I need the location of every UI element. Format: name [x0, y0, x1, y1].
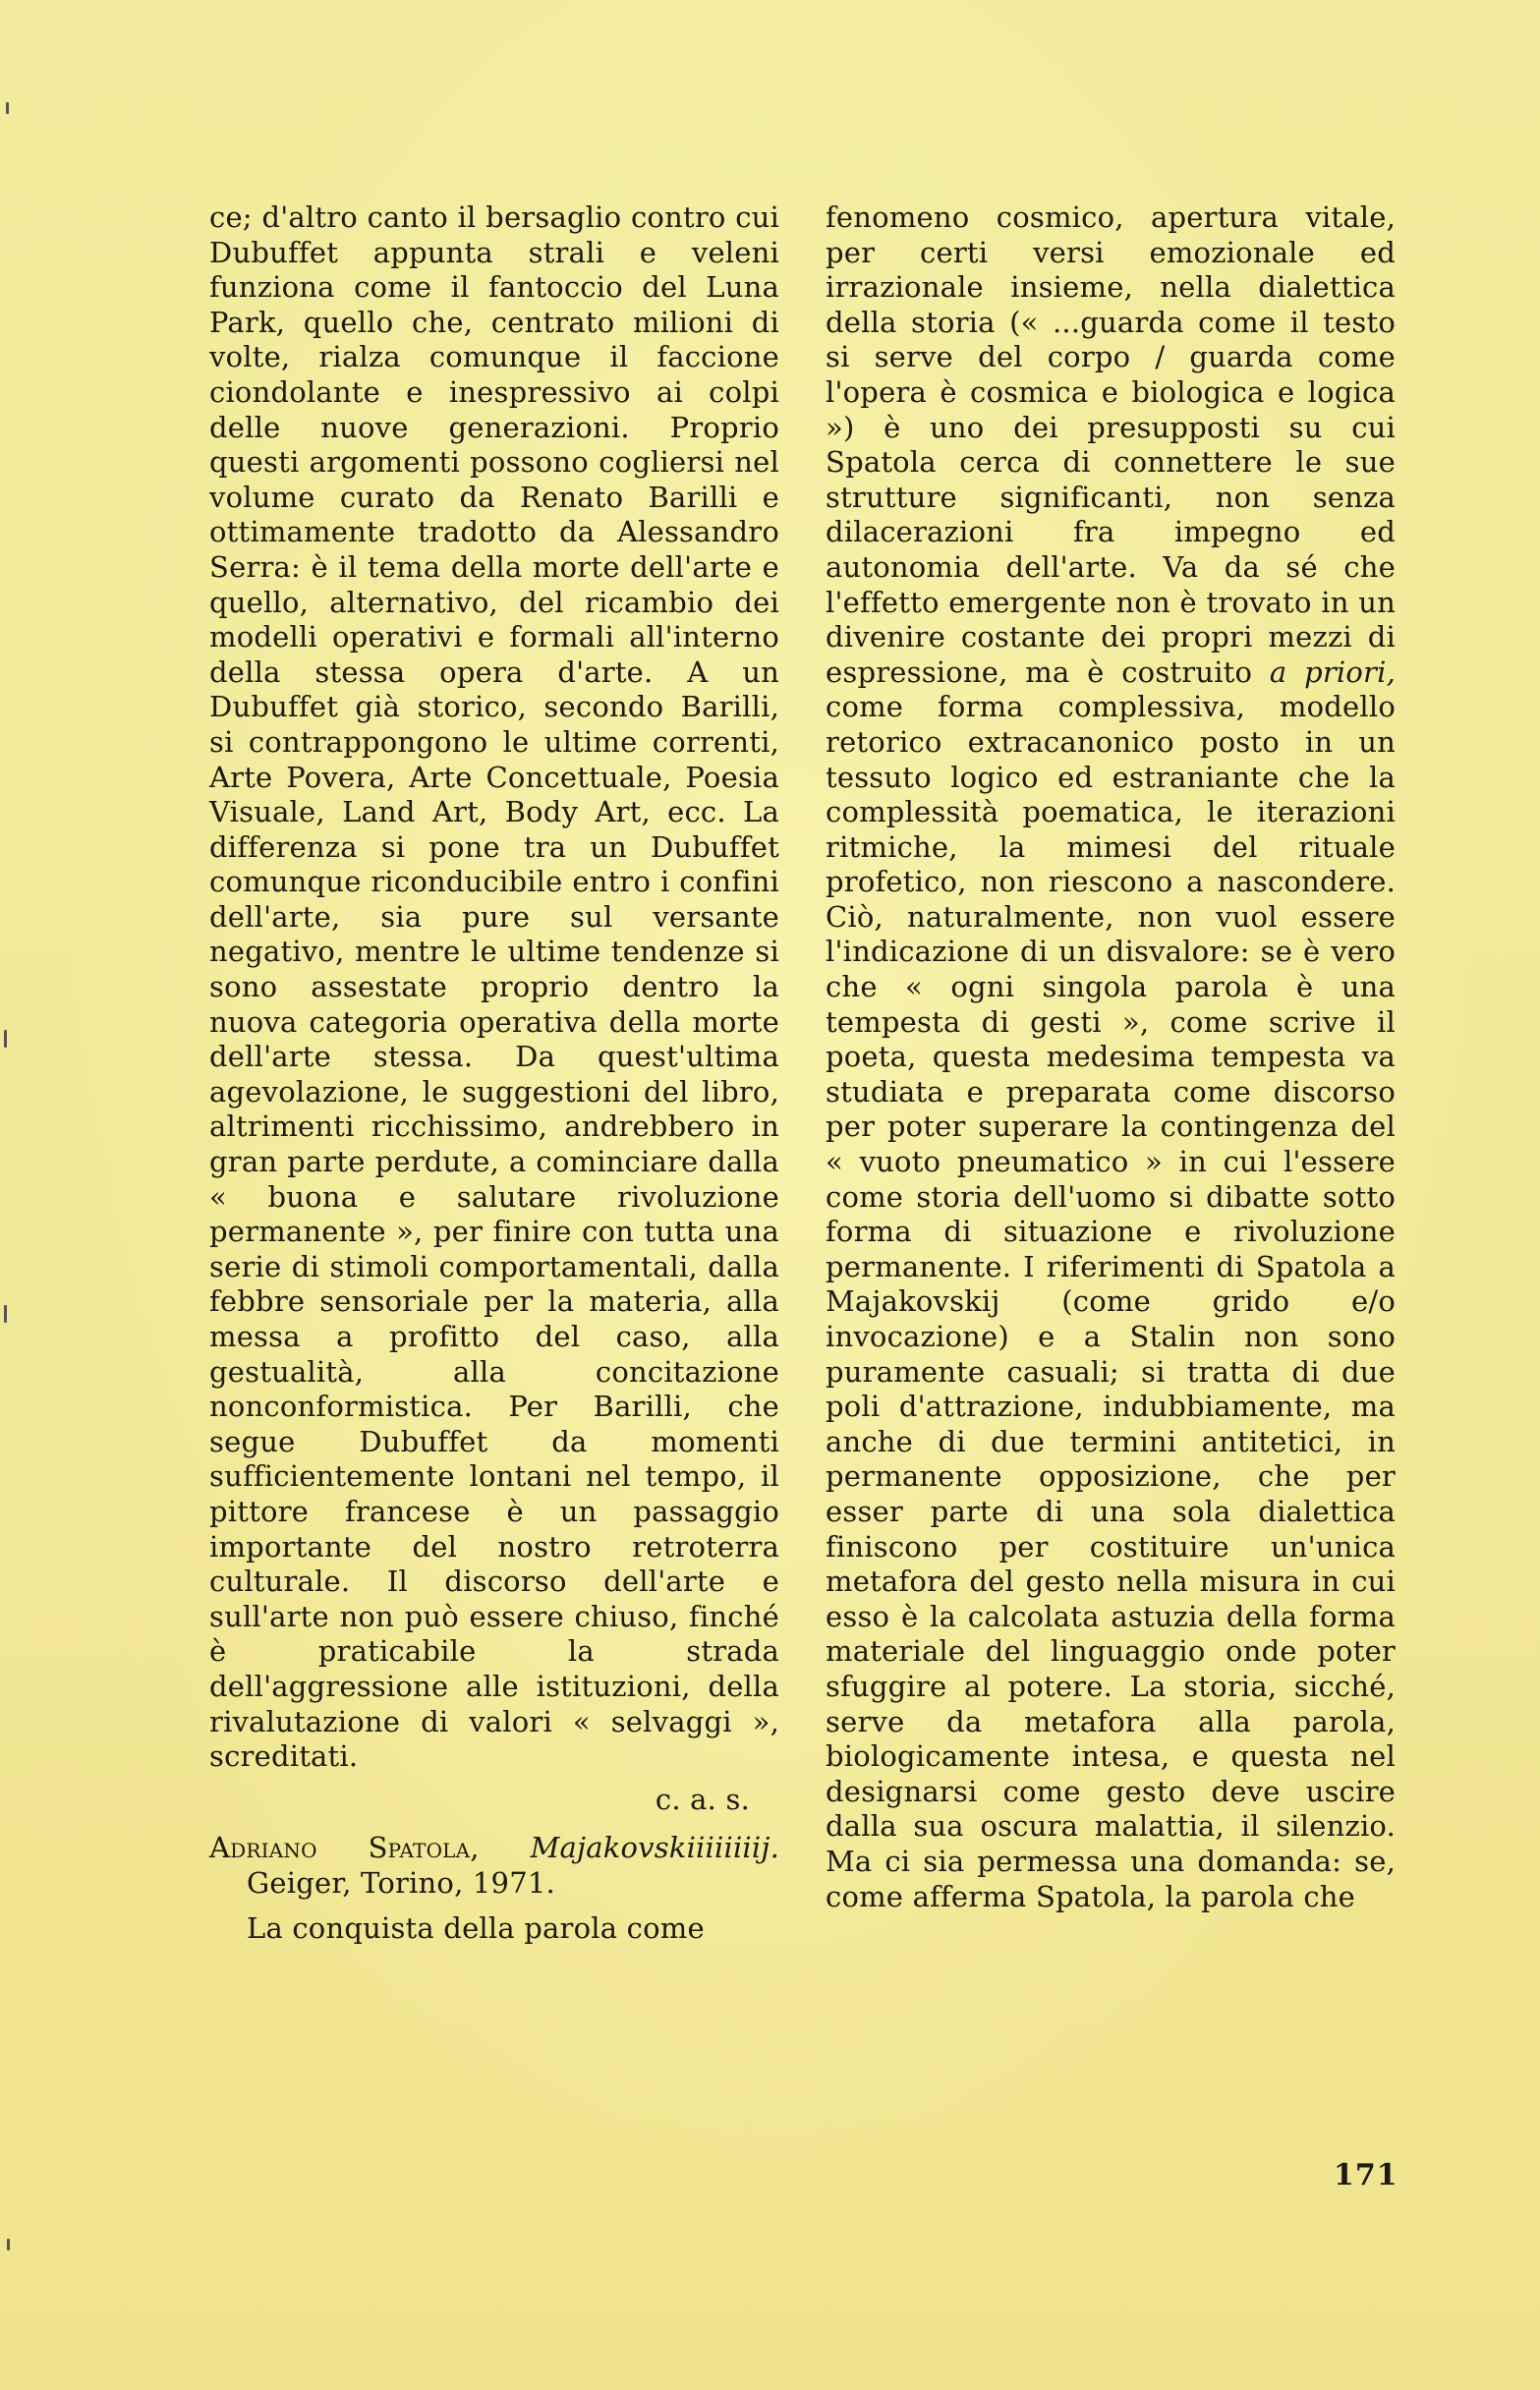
italic-phrase: a priori,: [1269, 654, 1396, 689]
right-column-text-2: come forma complessiva, modello retorico extracanonico posto in un tessuto logico ed estraniante che la complessità poematica, le iterazioni ritmiche, la mimesi del rituale profetico, non riescono a nascondere. Ciò, naturalmente, non vuol essere l'indicazione di un disvalore: se è vero che « ogni singola parola è una tempesta di gesti », come scrive il poeta, questa medesima tempesta va studiata e preparata come discorso per poter superare la contingenza del « vuoto pneumatico » in cui l'essere come storia dell'uomo si dibatte sotto forma di situazione e rivoluzione permanente. I riferimenti di Spatola a Majakovskij (come grido e/o invocazione) e a Stalin non sono puramente casuali; si tratta di due poli d'attrazione, indubbiamente, ma anche di due termini antitetici, in permanente opposizione, che per esser parte di una sola dialettica finiscono per costituire un'unica metafora del gesto nella misura in cui esso è la calcolata astuzia della forma materiale del linguaggio onde poter sfuggire al potere. La storia, sicché, serve da metafora alla parola, biologicamente intesa, e questa nel designarsi come gesto deve uscire dalla sua oscura malattia, il silenzio. Ma ci sia permessa una domanda: se, come afferma Spatola, la parola che: [826, 690, 1396, 1913]
margin-speck: [4, 1305, 7, 1323]
author-initials: c. a. s.: [655, 1782, 750, 1816]
margin-speck: [6, 102, 9, 114]
left-column: [209, 200, 779, 1946]
review-author: Adriano Spatola,: [209, 1831, 480, 1865]
margin-speck: [7, 2239, 10, 2250]
left-column-body: ce; d'altro canto il bersaglio contro cui Dubuffet appunta strali e veleni funziona come il fantoccio del Luna Park, quello che, centrato milioni di volte, rialza comunque il faccione ciondolante e inespressivo ai colpi delle nuove generazioni. Proprio questi argomenti possono cogliersi nel volume curato da Renato Barilli e ottimamente tradotto da Alessandro Serra: è il tema della morte dell'arte e quello, alternativo, del ricambio dei modelli operativi e formali all'interno della stessa opera d'arte. A un Dubuffet già storico, secondo Barilli, si contrappongono le ultime correnti, Arte Povera, Arte Concettuale, Poesia Visuale, Land Art, Body Art, ecc. La differenza si pone tra un Dubuffet comunque riconducibile entro i confini dell'arte, sia pure sul versante negativo, mentre le ultime tendenze si sono assestate proprio dentro la nuova categoria operativa della morte dell'arte stessa. Da quest'ultima agevolazione, le suggestioni del libro, altrimenti ricchissimo, andrebbero in gran parte perdute, a cominciare dalla « buona e salutare rivoluzione permanente », per finire con tutta una serie di stimoli comportamentali, dalla febbre sensoriale per la materia, alla messa a profitto del caso, alla gestualità, alla concitazione nonconformistica. Per Barilli, che segue Dubuffet da momenti sufficientemente lontani nel tempo, il pittore francese è un passaggio importante del nostro retroterra culturale. Il discorso dell'arte e sull'arte non può essere chiuso, finché è praticabile la strada dell'aggressione alle istituzioni, della rivalutazione di valori « selvaggi », screditati.: [209, 200, 779, 1774]
page-number: 171: [1334, 2158, 1398, 2192]
right-column-body: [826, 200, 1396, 1914]
right-column-text-1: fenomeno cosmico, apertura vitale, per certi versi emozionale ed irrazionale insieme, nella dialettica della storia (« ...guarda come il testo si serve del corpo / guarda come l'opera è cosmica e biologica e logica ») è uno dei presupposti su cui Spatola cerca di connettere le sue strutture significanti, non senza dilacerazioni fra impegno ed autonomia dell'arte. Va da sé che l'effetto emergente non è trovato in un divenire costante dei propri mezzi di espressione, ma è costruito: [826, 200, 1396, 689]
right-column: [826, 200, 1396, 1914]
review-publisher: Geiger, Torino, 1971.: [247, 1865, 555, 1900]
review-book-title: Majakovskiiiiiiiij.: [530, 1831, 779, 1865]
review-opening: La conquista della parola come: [247, 1910, 705, 1945]
review-heading: [209, 1831, 779, 1901]
margin-speck: [4, 1030, 7, 1048]
